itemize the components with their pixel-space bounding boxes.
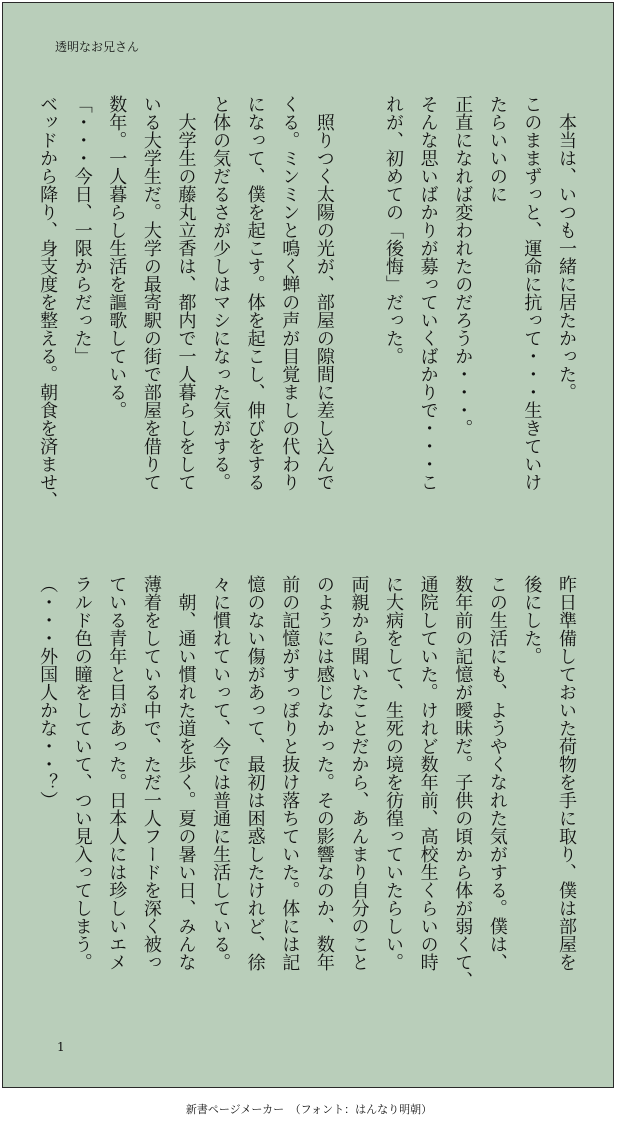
upper-text-tier (37, 95, 583, 535)
book-page (2, 2, 614, 1088)
lower-text-tier (37, 575, 583, 995)
page-number: 1 (57, 1040, 65, 1054)
upper-paragraph-1: 本当は、いつも一緒に居たかった。 このままずっと、運命に抗って・・・生きていけ たらいいのに 正直になれば変われたのだろうか・・・。 そんな思いばかりが募っていくばかりで・・・こ れが、初めての「後悔」だった。 (383, 95, 577, 491)
lower-paragraph-1: 昨日準備しておいた荷物を手に取り、僕は部屋を 後にした。 この生活にも、ようやくなれた気がする。僕は、 数年前の記憶が曖昧だ。子供の頃から体が弱くて、 通院していた。けれど数年前、高校生くらいの時 に大病をして、生死の境を彷徨っていたらしい。 両親から聞いたことだから、あんまり自分のこと のようには感じなかった。その影響なのか、数年 前の記憶がすっぽりと抜け落ちていた。体には記 憶のない傷があって、最初は困惑したけれど、徐 々に慣れていって、今では普通に生活している。 朝、通い慣れた道を歩く。夏の暑い日、みんな 薄着をしている中で、ただ一人フードを深く被っ ている青年と目があった。日本人には珍しいエメ ラルド色の瞳をしていて、つい見入ってしまう。 （・・・外国人かな・・？） (37, 575, 577, 989)
running-head: 透明なお兄さん (55, 40, 140, 54)
footer-credit: 新書ページメーカー （フォント：はんなり明朝） (185, 1103, 433, 1116)
upper-paragraph-2: 照りつく太陽の光が、部屋の隙間に差し込んで くる。ミンミンと鳴く蝉の声が目覚ましの代わり になって、僕を起こす。体を起こし、伸びをする と体の気だるさが少しはマシになった気がする。 大学生の藤丸立香は、都内で一人暮らしをして いる大学生だ。大学の最寄駅の街で部屋を借りて 数年。一人暮らし生活を謳歌している。 「・・・今日、一限からだった」 ベッドから降り、身支度を整える。朝食を済ませ、 (37, 95, 335, 509)
